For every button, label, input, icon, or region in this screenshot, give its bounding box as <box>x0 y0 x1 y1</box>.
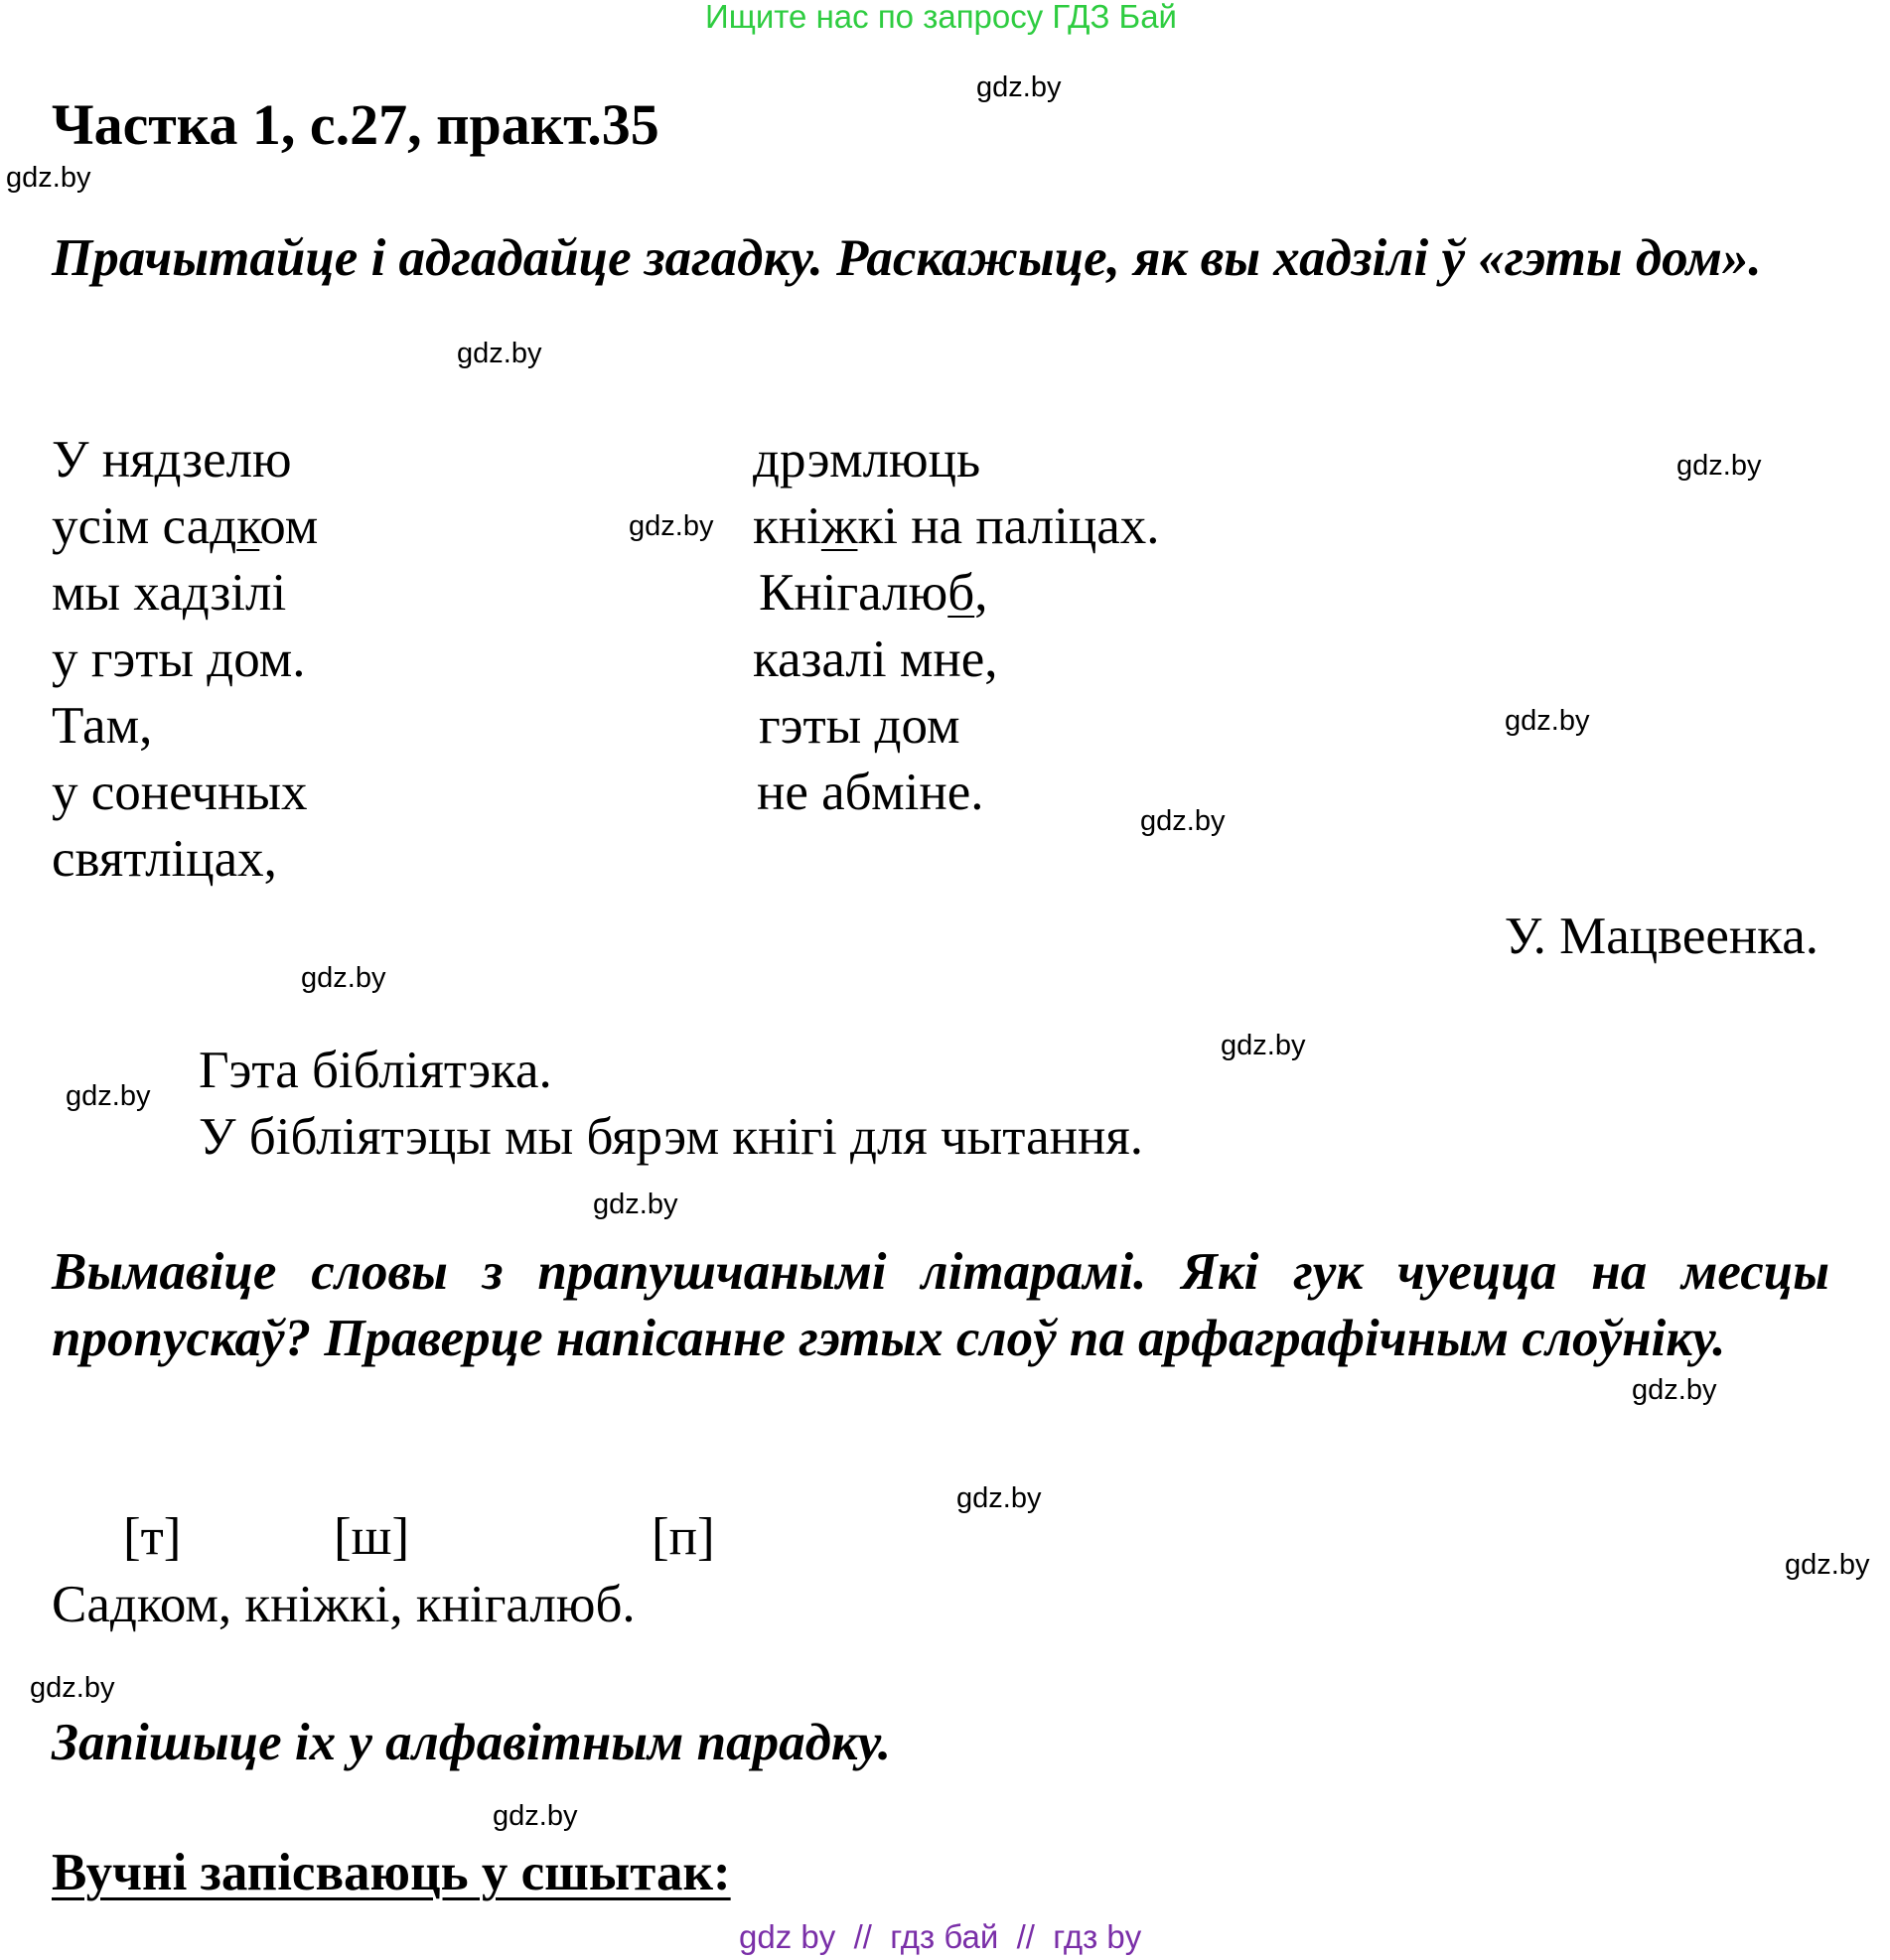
poem-line: казалі мне, <box>753 630 998 688</box>
watermark: gdz.by <box>493 1800 578 1832</box>
task-instruction-1: Прачытайце і адгадайце загадку. Раскажыце, як вы хадзілі ў «гэты дом». <box>52 229 1762 287</box>
poem-line: Кнігалюб, <box>759 564 988 622</box>
watermark: gdz.by <box>30 1672 115 1704</box>
words-line: Садком, кніжкі, кнігалюб. <box>52 1576 636 1633</box>
watermark: gdz.by <box>629 510 714 542</box>
watermark: gdz.by <box>956 1482 1042 1514</box>
watermark: gdz.by <box>457 338 542 369</box>
watermark: gdz.by <box>301 962 386 994</box>
watermark: gdz.by <box>1140 805 1226 837</box>
watermark: gdz.by <box>976 71 1062 103</box>
poem-line: У нядзелю <box>52 431 292 489</box>
poem-right-column <box>753 427 1160 826</box>
watermark: gdz.by <box>1676 450 1762 482</box>
task-instruction-2: Вымавіце словы з прапушчанымі літарамі. Які гук чуецца на месцы пропускаў? Праверце напісанне гэтых слоў па арфаграфічным слоўніку. <box>52 1243 1829 1367</box>
footer-links: gdz by // гдз бай // гдз by <box>739 1918 1142 1955</box>
poem-author: У. Мацвеенка. <box>1504 908 1818 965</box>
watermark: gdz.by <box>1632 1374 1717 1406</box>
site-banner: Ищите нас по запросу ГДЗ Бай <box>705 0 1177 35</box>
poem-line: святліцах, <box>52 830 277 888</box>
watermark: gdz.by <box>1221 1030 1306 1061</box>
underlined-letter: ж <box>820 497 858 555</box>
watermark: gdz.by <box>593 1189 678 1220</box>
underlined-letter: б <box>947 564 975 622</box>
poem-line: у сонечных <box>52 764 308 821</box>
poem-left-column <box>52 427 318 893</box>
answer-line: У бібліятэцы мы бярэм кнігі для чытання. <box>199 1108 1143 1166</box>
notebook-heading: Вучні запісваюць у сшытак: <box>52 1844 731 1901</box>
poem-line: не абміне. <box>757 764 984 821</box>
poem-line: усім садком <box>52 497 319 555</box>
poem-line: кніжкі на паліцах. <box>753 497 1160 555</box>
sound-transcription: [п] <box>652 1508 715 1566</box>
watermark: gdz.by <box>1505 705 1590 737</box>
underlined-letter: к <box>236 497 260 555</box>
page-title: Частка 1, с.27, практ.35 <box>52 92 659 157</box>
poem-line: мы хадзілі <box>52 564 287 622</box>
answer-line: Гэта бібліятэка. <box>199 1042 552 1099</box>
watermark: gdz.by <box>1785 1549 1870 1581</box>
task-instruction-3: Запішыце іх у алфавітным парадку. <box>52 1714 892 1771</box>
watermark: gdz.by <box>6 162 91 194</box>
poem-line: дрэмлюць <box>753 431 981 489</box>
poem-line: гэты дом <box>759 697 960 755</box>
poem-line: у гэты дом. <box>52 630 306 688</box>
watermark: gdz.by <box>66 1080 151 1112</box>
sound-transcription: [т] <box>123 1508 182 1566</box>
sound-transcription: [ш] <box>334 1508 410 1566</box>
poem-line: Там, <box>52 697 153 755</box>
